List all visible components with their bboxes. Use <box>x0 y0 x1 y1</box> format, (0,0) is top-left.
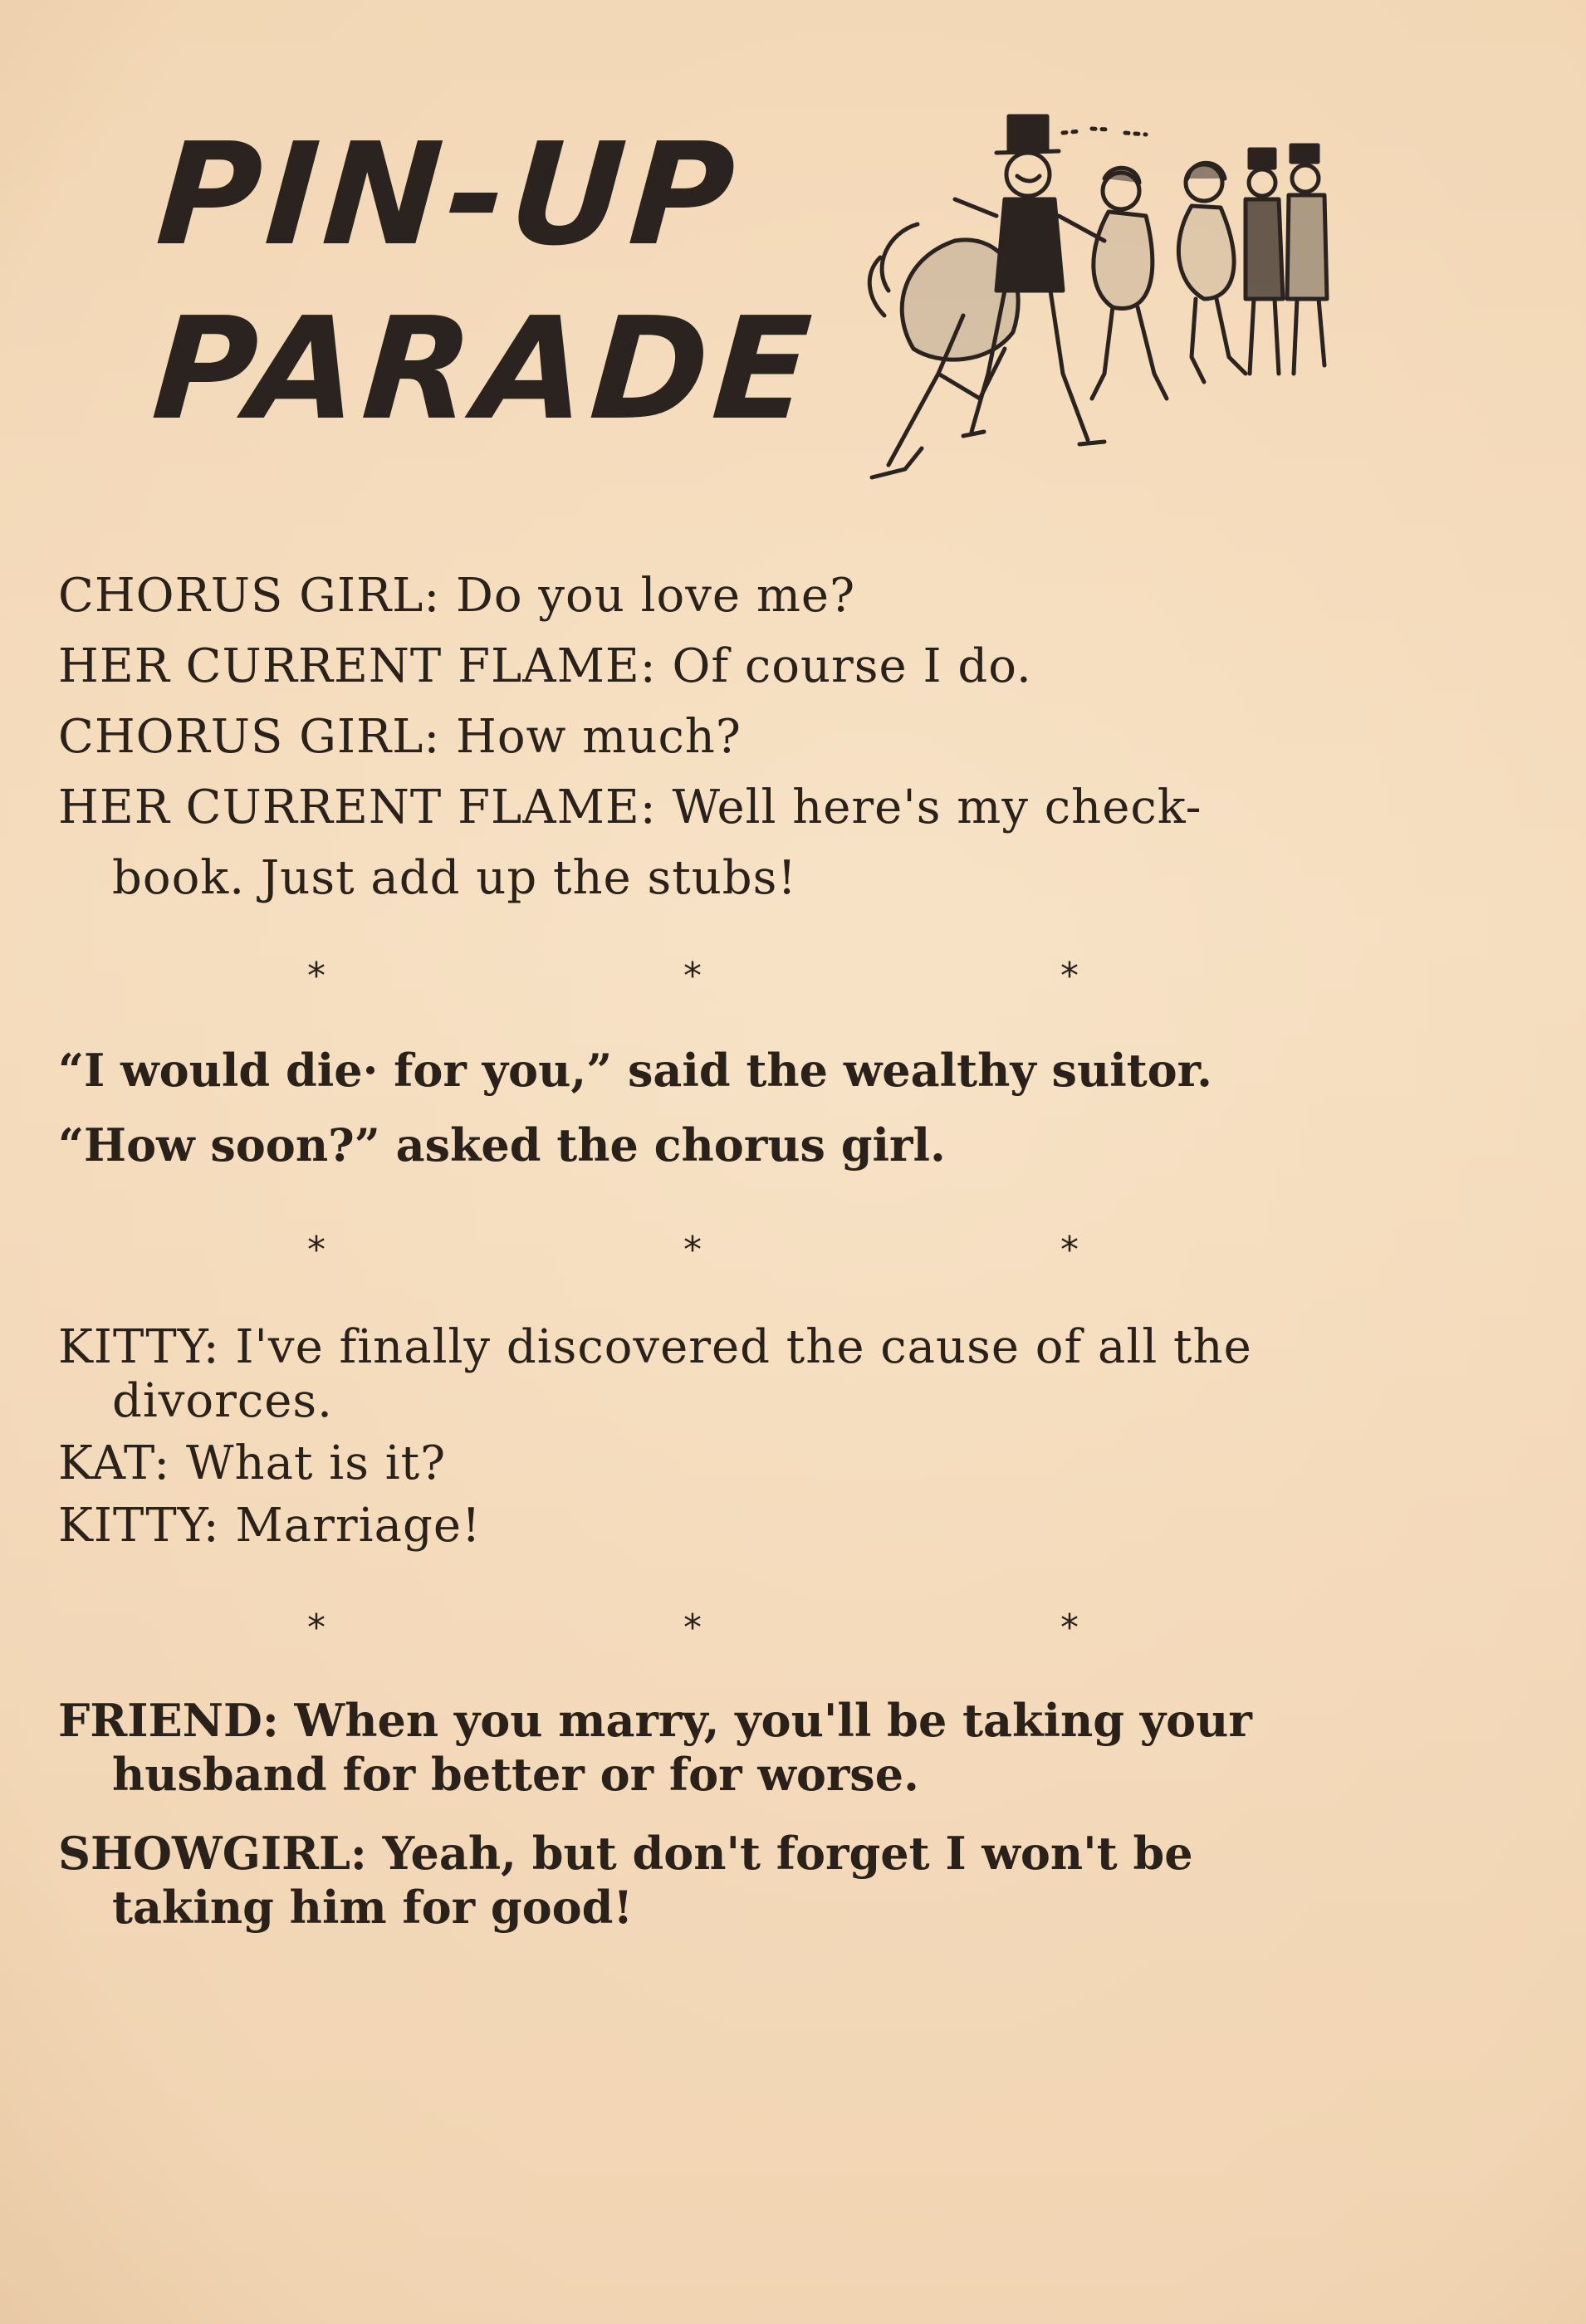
joke-1-line-2: HER CURRENT FLAME: Of course I do. <box>58 639 1032 693</box>
joke-4-line-1: FRIEND: When you marry, you'll be taking your <box>58 1694 1252 1747</box>
joke-4-line-2: husband for better or for worse. <box>112 1748 919 1801</box>
separator-star: * <box>307 1229 326 1271</box>
joke-1-line-1: CHORUS GIRL: Do you love me? <box>58 569 856 623</box>
separator-star: * <box>307 1607 326 1649</box>
joke-4-line-4: taking him for good! <box>112 1881 634 1934</box>
page-title-line-2: PARADE <box>148 287 821 452</box>
page-title-line-1: PIN-UP <box>152 113 745 277</box>
joke-1-line-3: CHORUS GIRL: How much? <box>58 710 742 764</box>
joke-3-line-4: KITTY: Marriage! <box>58 1499 482 1553</box>
separator-star: * <box>1060 955 1079 997</box>
separator-star: * <box>683 1607 702 1649</box>
joke-1-line-5: book. Just add up the stubs! <box>112 851 797 905</box>
separator-2 <box>0 1229 1586 1279</box>
joke-3-line-3: KAT: What is it? <box>58 1436 447 1490</box>
joke-2-line-2: “How soon?” asked the chorus girl. <box>58 1118 946 1172</box>
joke-2-line-1: “I would die· for you,” said the wealthy suitor. <box>58 1044 1212 1097</box>
separator-3 <box>0 1607 1586 1656</box>
separator-star: * <box>1060 1607 1079 1649</box>
separator-star: * <box>683 955 702 997</box>
separator-star: * <box>307 955 326 997</box>
joke-3-line-1: KITTY: I've finally discovered the cause of all the <box>58 1320 1252 1374</box>
separator-star: * <box>683 1229 702 1271</box>
joke-3-line-2: divorces. <box>112 1374 333 1428</box>
joke-4-line-3: SHOWGIRL: Yeah, but don't forget I won't be <box>58 1827 1193 1880</box>
separator-1 <box>0 955 1586 1005</box>
separator-star: * <box>1060 1229 1079 1271</box>
parade-crowd-illustration-icon <box>839 100 1337 490</box>
joke-1-line-4: HER CURRENT FLAME: Well here's my check- <box>58 780 1202 834</box>
